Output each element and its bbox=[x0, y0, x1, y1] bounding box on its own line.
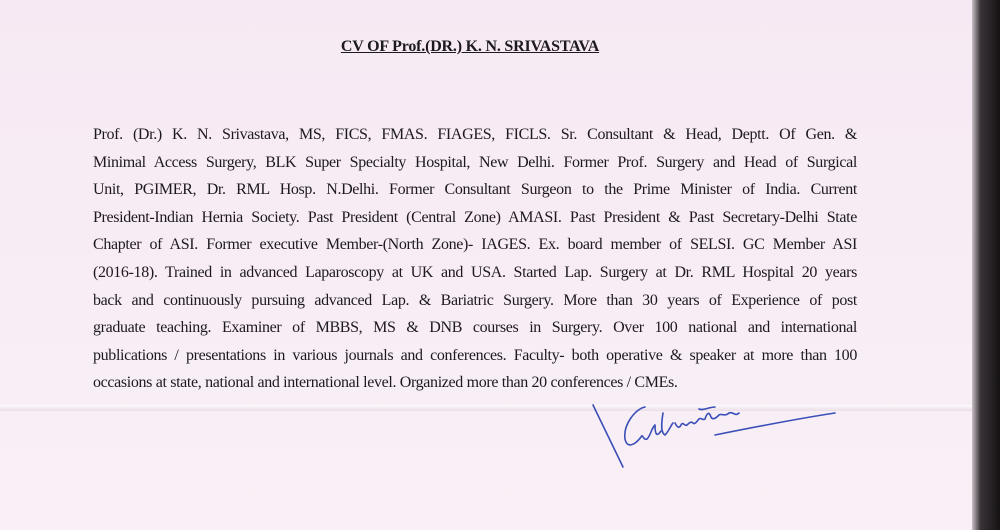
paragraph-line: (2016-18). Trained in advanced Laparoscopy at UK and USA. Started Lap. Surgery at Dr. RML Hospital 20 years bbox=[93, 263, 857, 281]
paragraph-line: graduate teaching. Examiner of MBBS, MS & DNB courses in Surgery. Over 100 national and international bbox=[93, 319, 857, 337]
paragraph-line: back and continuously pursuing advanced Lap. & Bariatric Surgery. More than 30 years of Experience of post bbox=[93, 291, 857, 309]
paragraph-line: occasions at state, national and international level. Organized more than 20 conferences / CMEs. bbox=[93, 374, 678, 392]
scan-edge bbox=[972, 0, 1000, 530]
paragraph-line: publications / presentations in various journals and conferences. Faculty- both operative & speaker at more than 100 bbox=[93, 346, 857, 364]
paragraph-line: President-Indian Hernia Society. Past President (Central Zone) AMASI. Past President & Past Secretary-Delhi State bbox=[93, 208, 857, 226]
document-title: CV OF Prof.(DR.) K. N. SRIVASTAVA bbox=[340, 38, 600, 55]
paragraph-line: Minimal Access Surgery, BLK Super Specialty Hospital, New Delhi. Former Prof. Surgery and Head of Surgical bbox=[93, 153, 857, 171]
paragraph-line: Unit, PGIMER, Dr. RML Hosp. N.Delhi. Former Consultant Surgeon to the Prime Minister of India. Current bbox=[93, 181, 857, 199]
cv-paragraph bbox=[93, 121, 857, 397]
paragraph-line: Prof. (Dr.) K. N. Srivastava, MS, FICS, FMAS. FIAGES, FICLS. Sr. Consultant & Head, Deptt. Of Gen. & bbox=[93, 126, 857, 143]
paragraph-line: Chapter of ASI. Former executive Member-(North Zone)- IAGES. Ex. board member of SELSI. GC Member ASI bbox=[93, 236, 857, 254]
signature bbox=[585, 395, 845, 475]
